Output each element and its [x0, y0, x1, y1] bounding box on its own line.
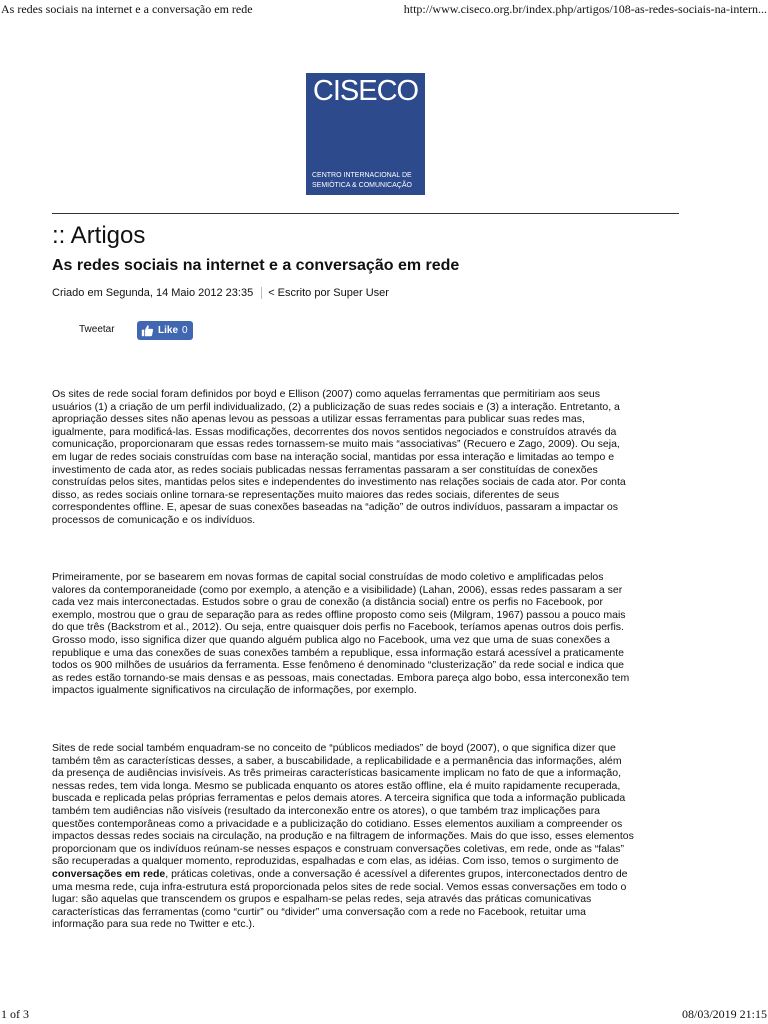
- page-count: 1 of 3: [1, 1007, 29, 1021]
- paragraph-line: valores da contemporaneidade (como por exemplo, a atenção e a visibilidade) (Lahan, 2006), essas redes passaram a ser: [52, 583, 623, 596]
- paragraph-1: [52, 388, 692, 527]
- paragraph-line: Os sites de rede social foram definidos por boyd e Ellison (2007) como aquelas ferramentas que permitiriam aos seus: [52, 388, 601, 400]
- paragraph-3: [52, 742, 692, 931]
- paragraph-line: também tem audiências não visíveis (resultado da interconexão entre os atores), o que também traz implicações para: [52, 804, 601, 817]
- paragraph-line: processos de comunicação e os indivíduos.: [52, 513, 256, 526]
- print-header-title: As redes sociais na internet e a conversação em rede: [1, 2, 253, 16]
- paragraph-line: proporcionam que os indivíduos reúnam-se nesses espaços e construam conversações coletivas, em rede, onde as “falas”: [52, 842, 624, 855]
- paragraph-line: igualmente, para modificá-las. Essas modificações, decorrentes dos novos sentidos negociados e construídos através da: [52, 425, 617, 438]
- paragraph-line: Sites de rede social também enquadram-se no conceito de “públicos mediados” de boyd (2007), o que significa dizer que: [52, 742, 616, 754]
- paragraph-line: Primeiramente, por se basearem em novas formas de capital social construídas de modo coletivo e amplificadas pelos: [52, 571, 604, 583]
- article-title[interactable]: As redes sociais na internet e a conversação em rede: [52, 257, 460, 274]
- paragraph-line: também têm as características desses, a saber, a buscabilidade, a replicabilidade e a permanência das informações, além: [52, 754, 622, 767]
- paragraph-line: republique e uma das conexões de suas conexões também a republique, essa informação estará acessível a praticamente: [52, 646, 624, 659]
- logo-name: CISECO: [312, 75, 419, 107]
- paragraph-line: Grosso modo, isso significa dizer que quando alguém publica algo no Facebook, uma vez que uma de suas conexões a: [52, 633, 611, 646]
- paragraph-line: informação para sua rede no Twitter e etc.).: [52, 918, 255, 931]
- like-label: Like: [158, 325, 179, 336]
- paragraph-line: questões contemporâneas como a privacidade e a publicização do cotidiano. Esses elementos auxiliam a compreender os: [52, 817, 623, 830]
- paragraph-line: da presença de audiências invisíveis. As três primeiras características basicamente implicam no fato de que a informação,: [52, 767, 622, 780]
- article-created-date: Criado em Segunda, 14 Maio 2012 23:35: [52, 287, 254, 299]
- paragraph-line: em lugar de redes sociais construídas com base na interação social, mantidas por essa interação e limitadas ao tempo e: [52, 450, 615, 463]
- paragraph-line: as redes estão tornando-se mais densas e as pessoas, mais conectadas. Embora pareça algo bobo, essa interconexão tem: [52, 671, 630, 684]
- article-author: < Escrito por Super User: [268, 287, 389, 299]
- print-header: [0, 0, 768, 20]
- paragraph-line: impactos igualmente significativos na circulação de informações, por exemplo.: [52, 684, 417, 697]
- like-count: 0: [182, 325, 188, 336]
- paragraph-line: [52, 868, 692, 881]
- paragraph-line: lugar: são aquelas que transcendem os grupos e espalham-se pelas redes, seja através das práticas comunicativas: [52, 893, 592, 906]
- paragraph-line: usuários (1) a criação de um perfil individualizado, (2) a publicização de suas redes sociais e (3) a interação. Entretanto, a: [52, 400, 620, 413]
- article-meta: [52, 287, 389, 299]
- paragraph-line: apropriação desses sites não apenas levou as pessoas a utilizar essas ferramentas para publicar suas redes mas,: [52, 413, 585, 426]
- thumbs-up-icon: [141, 324, 154, 337]
- print-header-url: http://www.ciseco.org.br/index.php/artigos/108-as-redes-sociais-na-intern...: [403, 2, 767, 16]
- facebook-like-button[interactable]: [137, 321, 193, 340]
- paragraph-line: do que três (Backstrom et al., 2012). Ou seja, entre quaisquer dois perfis no Facebook, teríamos apenas outros dois perfis.: [52, 621, 624, 634]
- logo-subtitle-line-1: CENTRO INTERNACIONAL DE: [312, 172, 412, 179]
- paragraph-line: características das ferramentas (como “curtir” ou “divider” uma conversação com a rede no Facebook, retuitar uma: [52, 905, 586, 918]
- meta-separator: [261, 287, 262, 299]
- print-footer: [0, 1004, 768, 1024]
- ciseco-logo[interactable]: [306, 73, 425, 195]
- paragraph-line: buscada e replicada pelas próprias ferramentas e pelos demais atores. A terceira significa que toda a informação publicada: [52, 792, 626, 805]
- header-divider: [52, 213, 679, 214]
- paragraph-line: todos os 900 milhões de usuários da ferramenta. Esse fenômeno é denominado “clusterização” da rede social e indica que: [52, 659, 625, 672]
- section-title: :: Artigos: [52, 222, 146, 249]
- paragraph-line-rest: , práticas coletivas, onde a conversação é acessível a diferentes grupos, interconectados dentro de: [165, 867, 628, 880]
- paragraph-line: comunicação, proporcionaram que essas redes tornassem-se muito mais “associativas” (Recuero e Zago, 2009). Ou seja,: [52, 438, 620, 451]
- paragraph-line: impactos dessas redes sociais na circulação, na produção e na filtragem de informações. Mais do que isso, esses elementos: [52, 830, 634, 843]
- paragraph-line: investimento de cada ator, as redes sociais publicadas nessas ferramentas passaram a ser constituídas de conexões: [52, 463, 598, 476]
- paragraph-line: uma mesma rede, cuja infra-estrutura está proporcionada pelos sites de rede social. Vemos essas conversações em todo o: [52, 880, 627, 893]
- print-datetime: 08/03/2019 21:15: [681, 1007, 767, 1021]
- paragraph-line: cada vez mais interconectadas. Estudos sobre o grau de conexão (a distância social) entre os perfis no Facebook, por: [52, 596, 603, 609]
- logo-subtitle: [312, 171, 424, 191]
- paragraph-line: disso, as redes sociais online tornara-se representações muito maiores das redes sociais, diferentes de seus: [52, 488, 560, 501]
- logo-subtitle-line-2: SEMIÓTICA & COMUNICAÇÃO: [312, 182, 412, 189]
- bold-term: conversações em rede: [52, 867, 166, 880]
- paragraph-2: [52, 571, 692, 697]
- tweet-button[interactable]: Tweetar: [79, 324, 115, 335]
- paragraph-line: são recuperadas a qualquer momento, reproduzidas, espalhadas e com elas, as idéias. Com isso, temos o surgimento de: [52, 855, 619, 868]
- paragraph-line: exemplo, mostrou que o grau de separação para as redes offline proposto como seis (Milgram, 1967) passou a pouco mais: [52, 608, 626, 621]
- paragraph-line: nessas redes, tem vida longa. Mesmo se publicada enquanto os atores estão offline, ela é muito rapidamente recuperada,: [52, 779, 621, 792]
- paragraph-line: construídas pelos sites, mantidas pelos sites e independentes do investimento nas relações sociais de cada ator. Por conta: [52, 476, 626, 489]
- paragraph-line: correspondentes offline. E, apesar de suas conexões baseadas na “adição” de outros indivíduos, passaram a impactar os: [52, 501, 618, 514]
